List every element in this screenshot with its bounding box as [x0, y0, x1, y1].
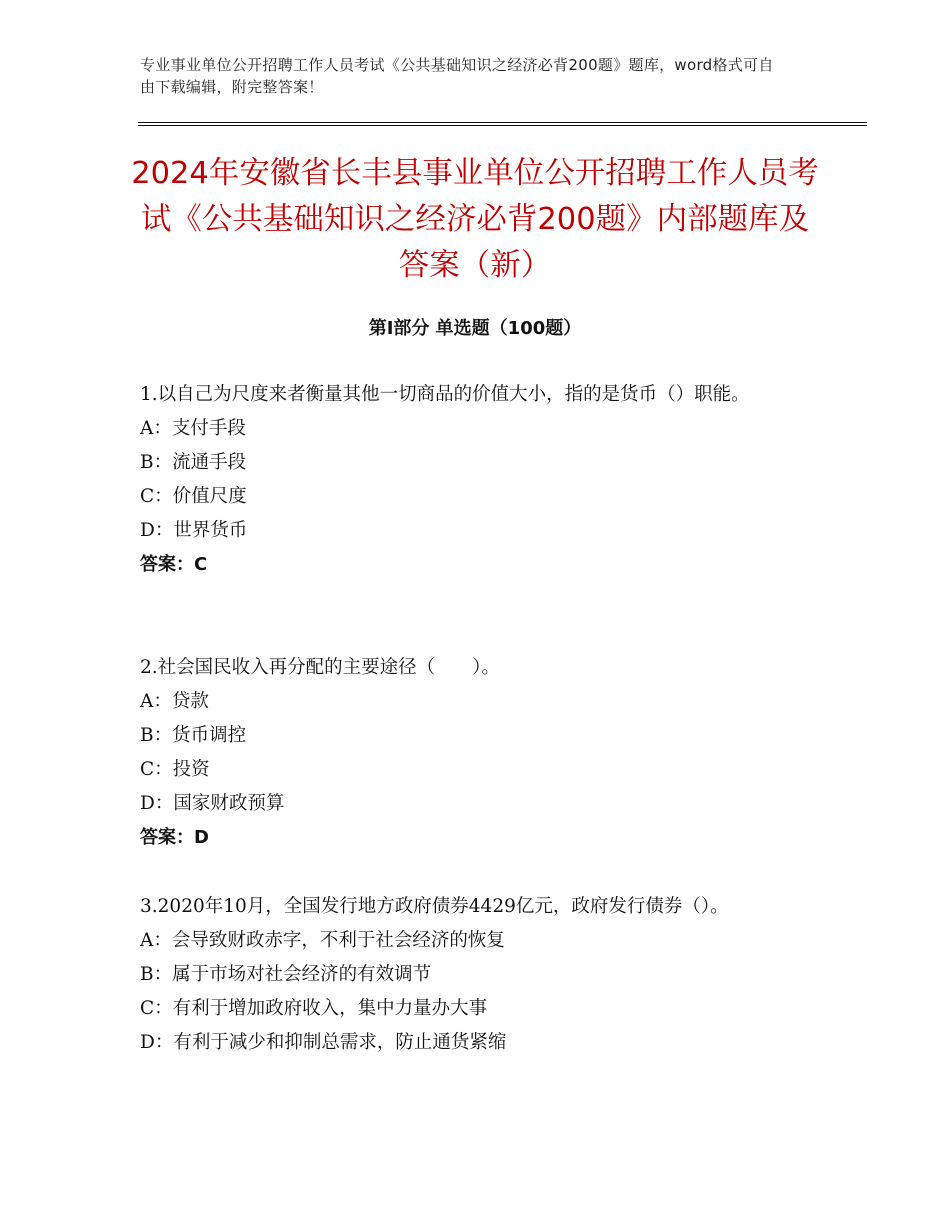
- option-a: A：贷款: [140, 691, 209, 712]
- option-c: C：价值尺度: [140, 486, 247, 507]
- question-1: [140, 378, 820, 582]
- answer-label: 答案：C: [140, 554, 208, 575]
- header-divider-top: [138, 122, 867, 123]
- option-c: C：有利于增加政府收入，集中力量办大事: [140, 998, 488, 1019]
- question-2: [140, 651, 820, 855]
- option-a: A：支付手段: [140, 418, 246, 439]
- answer-label: 答案：D: [140, 827, 209, 848]
- question-stem: 2.社会国民收入再分配的主要途径（ ）。: [140, 657, 500, 678]
- option-d: D：世界货币: [140, 520, 248, 541]
- document-title: 2024年安徽省长丰县事业单位公开招聘工作人员考试《公共基础知识之经济必背200题》内部题库及答案（新）: [131, 156, 819, 283]
- header-divider-bottom: [138, 125, 867, 126]
- question-3: [140, 890, 820, 1060]
- option-a: A：会导致财政赤字，不利于社会经济的恢复: [140, 930, 505, 951]
- option-b: B：属于市场对社会经济的有效调节: [140, 964, 432, 985]
- option-c: C：投资: [140, 759, 210, 780]
- header-note: 专业事业单位公开招聘工作人员考试《公共基础知识之经济必背200题》题库，word格式可自由下载编辑，附完整答案！: [140, 56, 774, 96]
- section-heading: 第Ⅰ部分 单选题（100题）: [368, 318, 582, 339]
- option-d: D：国家财政预算: [140, 793, 285, 814]
- question-stem: 1.以自己为尺度来者衡量其他一切商品的价值大小，指的是货币（）职能。: [140, 384, 750, 405]
- option-b: B：流通手段: [140, 452, 247, 473]
- question-stem: 3.2020年10月，全国发行地方政府债券4429亿元，政府发行债券（）。: [140, 896, 729, 917]
- option-b: B：货币调控: [140, 725, 247, 746]
- option-d: D：有利于减少和抑制总需求，防止通货紧缩: [140, 1032, 507, 1053]
